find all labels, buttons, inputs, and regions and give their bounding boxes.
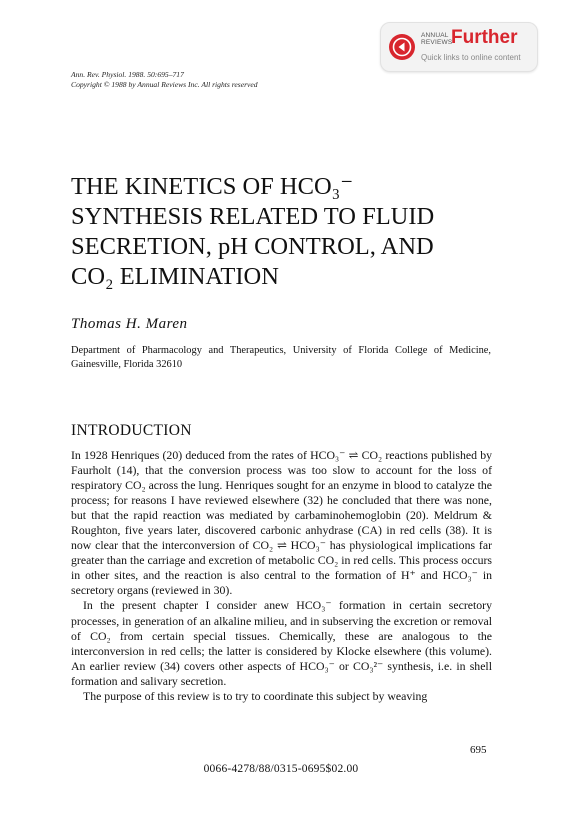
article-title xyxy=(71,172,511,292)
paragraph-2: In the present chapter I consider anew HCO₃⁻ formation in certain secretory processes, in generation of an alkaline milieu, and in subserving the excretion or removal of CO₂ from certain special tissues. Chemically, these are analogous to the interconversion in red cells; the latter is considered by Klocke elsewhere (this volume). An earlier review (34) covers other aspects of HCO₃⁻ or CO₃²⁻ synthesis, i.e. in shell formation and salivary secretion. xyxy=(71,598,492,688)
title-line-3: SECRETION, pH CONTROL, AND xyxy=(71,233,434,260)
author-affiliation: Department of Pharmacology and Therapeutics, University of Florida College of Medicine, Gainesville, Florida 32610 xyxy=(71,345,491,370)
journal-header xyxy=(71,70,258,89)
badge-tagline: Quick links to online content xyxy=(421,53,521,62)
author-name: Thomas H. Maren xyxy=(71,316,188,332)
badge-brand-text: Further xyxy=(451,27,518,48)
citation-line: Ann. Rev. Physiol. 1988. 50:695–717 xyxy=(71,70,184,79)
badge-reviews-text: REVIEWS xyxy=(421,39,453,46)
paragraph-1: In 1928 Henriques (20) deduced from the rates of HCO₃⁻ ⇌ CO₂ reactions published by Faurholt (14), that the conversion process was too slow to account for the loss of respiratory CO₂ across the lung. Henriques sought for an enzyme in blood to catalyze the process; for reasons I have reviewed elsewhere (32) he concluded that there was none, but that the rapid reaction was mediated by carbaminohemoglobin (20). Meldrum & Roughton, five years later, discovered carbonic anhydrase (CA) in red cells (38). It is now clear that the interconversion of CO₂ ⇌ HCO₃⁻ has physiological implications far greater than the carriage and excretion of metabolic CO₂ in red cells. This process occurs in other sites, and the reaction is also central to the formation of H⁺ and HCO₃⁻ in secretory organs (reviewed in 30). xyxy=(71,448,492,598)
page-number: 695 xyxy=(470,744,487,756)
section-heading: INTRODUCTION xyxy=(71,422,192,439)
title-line-2: SYNTHESIS RELATED TO FLUID xyxy=(71,203,435,230)
body-text xyxy=(71,448,492,704)
badge-annual-text: ANNUAL xyxy=(421,32,449,39)
copyright-line: Copyright © 1988 by Annual Reviews Inc. All rights reserved xyxy=(71,79,258,89)
title-line-4: CO₂ ELIMINATION xyxy=(71,263,279,290)
annual-reviews-further-badge[interactable] xyxy=(380,22,538,72)
title-line-1: THE KINETICS OF HCO₃⁻ xyxy=(71,173,354,200)
footer-code: 0066-4278/88/0315-0695$02.00 xyxy=(203,763,359,775)
paragraph-3: The purpose of this review is to try to coordinate this subject by weaving xyxy=(83,688,428,703)
arrow-left-icon xyxy=(389,34,415,60)
